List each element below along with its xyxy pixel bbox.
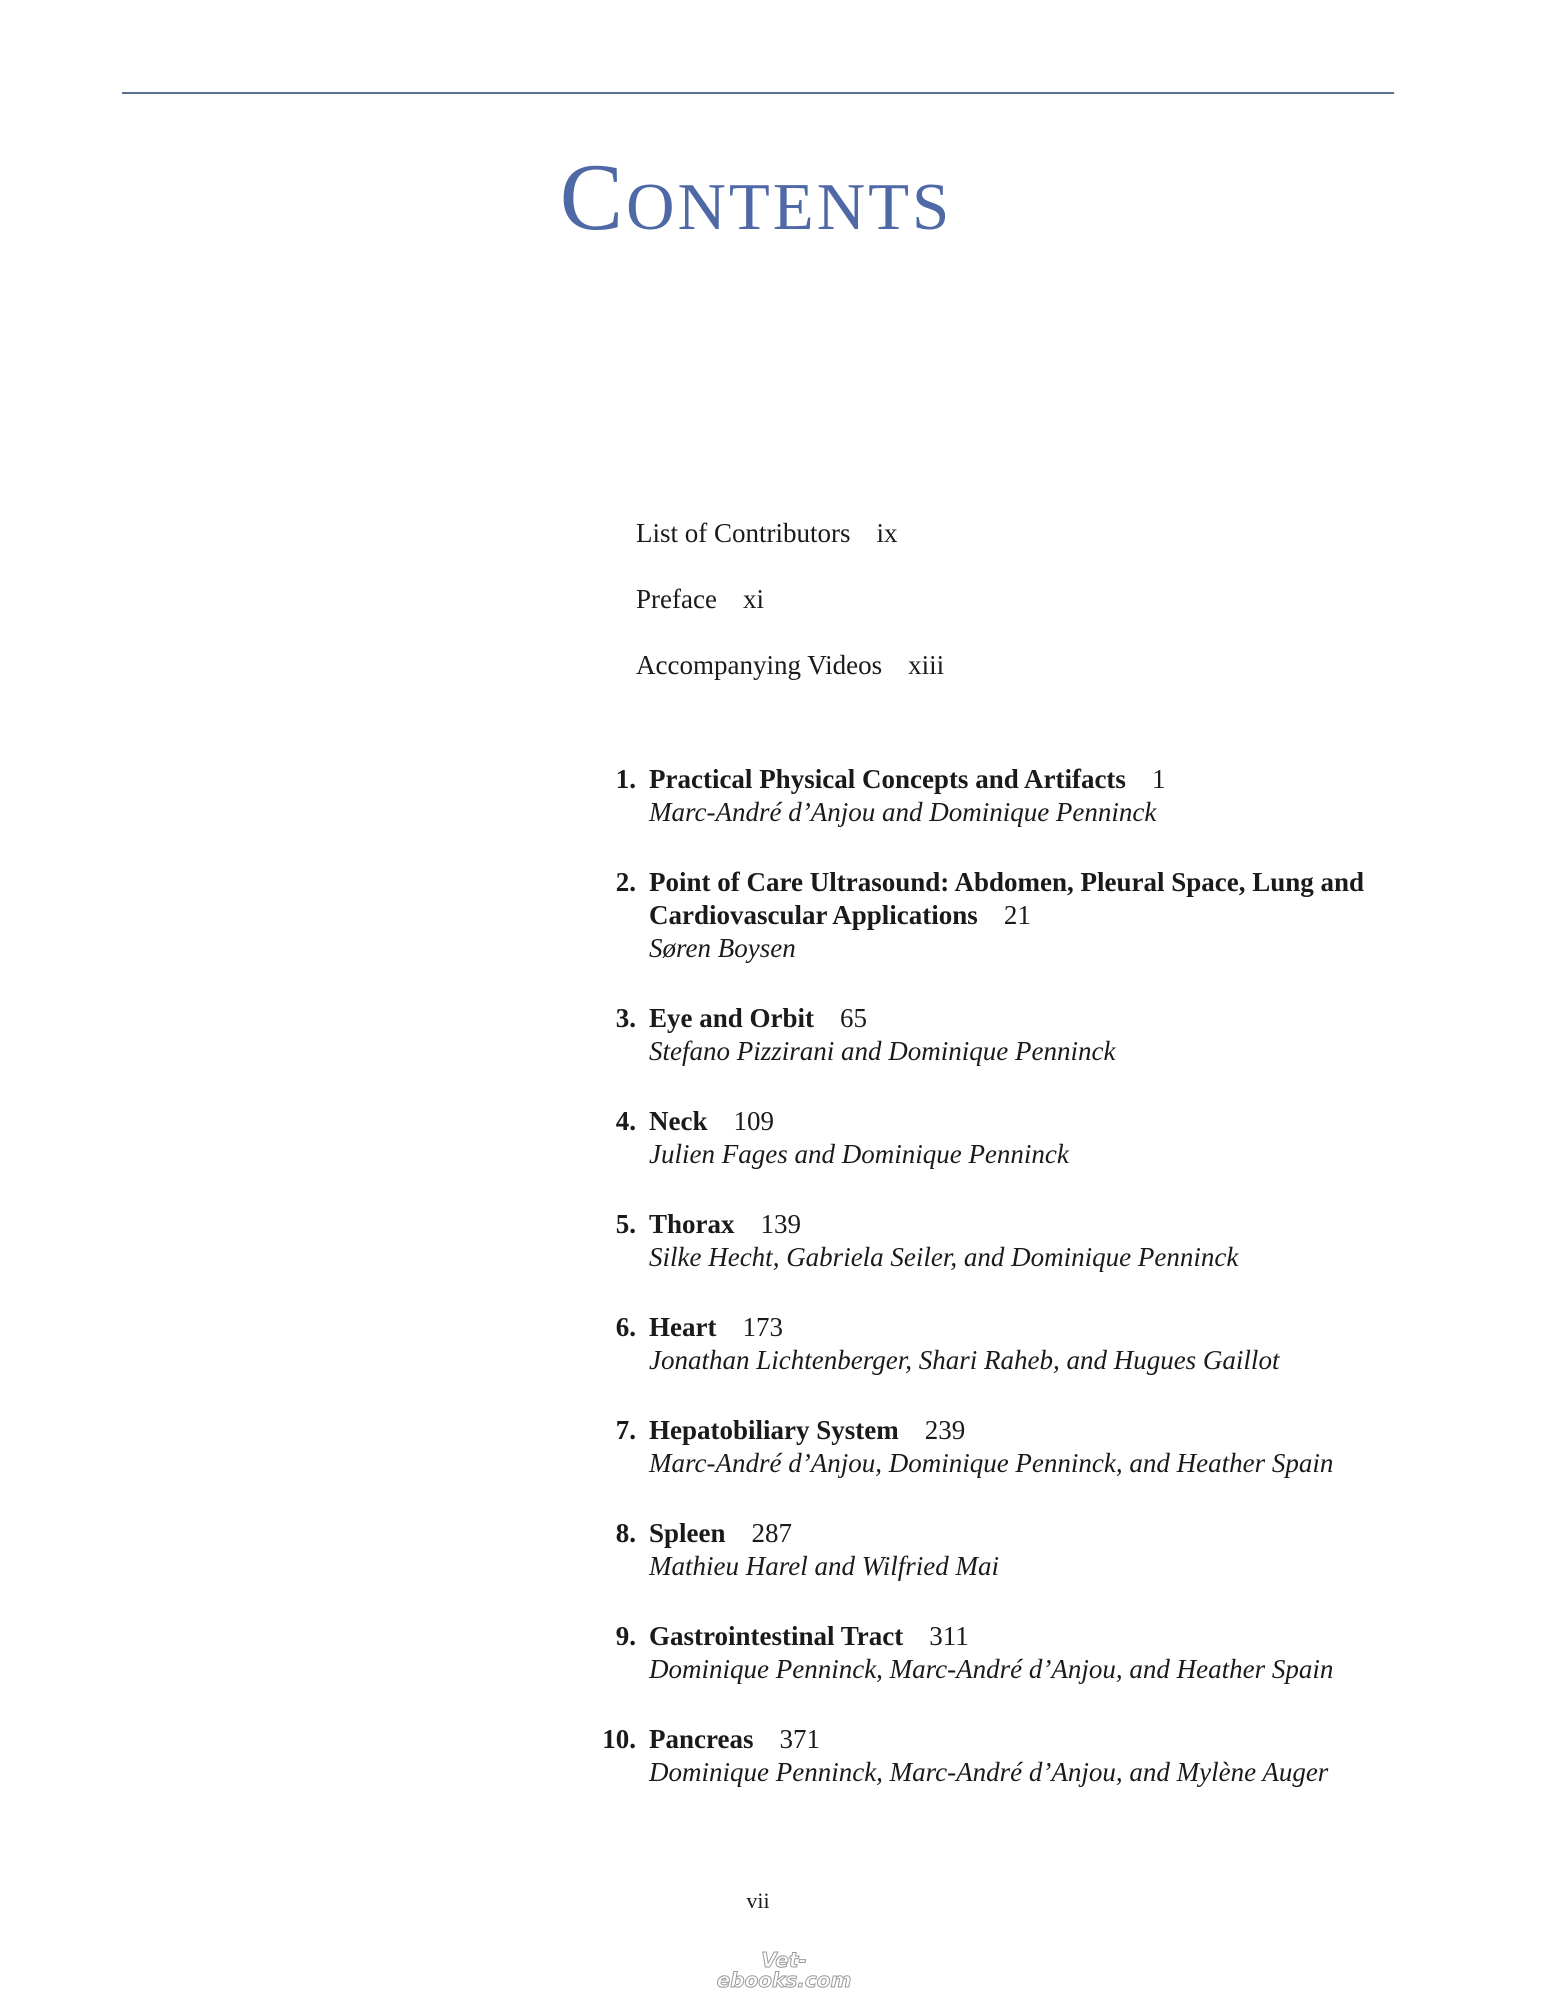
chapter-entry[interactable]	[580, 1414, 1400, 1480]
top-rule	[122, 92, 1394, 94]
chapter-authors: Søren Boysen	[649, 933, 796, 963]
front-matter-item[interactable]	[636, 520, 1336, 547]
chapter-page: 371	[779, 1724, 820, 1754]
chapter-page: 173	[742, 1312, 783, 1342]
chapter-authors: Dominique Penninck, Marc-André d’Anjou, and Mylène Auger	[649, 1757, 1329, 1787]
front-matter-page: xiii	[908, 650, 945, 680]
chapter-authors: Dominique Penninck, Marc-André d’Anjou, and Heather Spain	[649, 1654, 1334, 1684]
chapter-page: 21	[1003, 900, 1031, 930]
chapter-page: 109	[733, 1106, 774, 1136]
chapter-number: 5.	[615, 1209, 636, 1239]
chapter-title: Practical Physical Concepts and Artifacts	[649, 764, 1126, 794]
chapter-page: 239	[924, 1415, 966, 1445]
chapter-number: 6.	[615, 1312, 636, 1342]
chapter-authors: Stefano Pizzirani and Dominique Penninck	[649, 1036, 1116, 1066]
watermark-logo: Vet-ebooks.com	[716, 1948, 852, 1992]
chapter-number: 8.	[615, 1518, 636, 1548]
chapter-page: 65	[840, 1003, 868, 1033]
chapter-title: Point of Care Ultrasound: Abdomen, Pleural Space, Lung and Cardiovascular Applications	[649, 867, 1365, 930]
front-matter-page: xi	[742, 584, 764, 614]
chapter-entry[interactable]	[580, 763, 1400, 829]
front-matter-label: List of Contributors	[636, 518, 851, 548]
page-number: vii	[746, 1888, 770, 1913]
chapter-entry[interactable]	[580, 866, 1400, 965]
chapter-authors: Marc-André d’Anjou and Dominique Penninck	[649, 797, 1157, 827]
chapter-number: 7.	[615, 1415, 636, 1445]
chapter-entry[interactable]	[580, 1620, 1400, 1686]
chapter-number: 3.	[615, 1003, 636, 1033]
chapter-title: Spleen	[649, 1518, 726, 1548]
chapter-number: 4.	[615, 1106, 636, 1136]
chapter-number: 10.	[602, 1724, 636, 1754]
chapter-number: 9.	[615, 1621, 636, 1651]
chapter-page: 1	[1151, 764, 1166, 794]
chapter-authors: Silke Hecht, Gabriela Seiler, and Dominique Penninck	[649, 1242, 1239, 1272]
front-matter-list	[636, 520, 1336, 718]
chapter-entry[interactable]	[580, 1002, 1400, 1068]
chapter-title: Heart	[649, 1312, 717, 1342]
chapter-title: Gastrointestinal Tract	[649, 1621, 904, 1651]
chapter-entry[interactable]	[580, 1517, 1400, 1583]
chapter-authors: Julien Fages and Dominique Penninck	[649, 1139, 1069, 1169]
chapter-title: Eye and Orbit	[649, 1003, 815, 1033]
front-matter-item[interactable]	[636, 586, 1336, 613]
front-matter-item[interactable]	[636, 652, 1336, 679]
page-title: Contents	[559, 144, 953, 250]
chapter-entry[interactable]	[580, 1105, 1400, 1171]
chapter-list	[580, 763, 1400, 1826]
chapter-title: Hepatobiliary System	[649, 1415, 899, 1445]
chapter-title: Pancreas	[649, 1724, 754, 1754]
front-matter-label: Preface	[636, 584, 717, 614]
chapter-entry[interactable]	[580, 1311, 1400, 1377]
chapter-page: 139	[760, 1209, 802, 1239]
chapter-number: 2.	[615, 867, 636, 897]
chapter-entry[interactable]	[580, 1208, 1400, 1274]
front-matter-label: Accompanying Videos	[636, 650, 883, 680]
chapter-title: Thorax	[649, 1209, 735, 1239]
chapter-authors: Jonathan Lichtenberger, Shari Raheb, and Hugues Gaillot	[649, 1345, 1280, 1375]
chapter-entry[interactable]	[580, 1723, 1400, 1789]
chapter-number: 1.	[615, 764, 636, 794]
front-matter-page: ix	[876, 518, 898, 548]
chapter-page: 311	[929, 1621, 969, 1651]
chapter-page: 287	[751, 1518, 793, 1548]
chapter-authors: Mathieu Harel and Wilfried Mai	[649, 1551, 999, 1581]
chapter-authors: Marc-André d’Anjou, Dominique Penninck, and Heather Spain	[649, 1448, 1334, 1478]
chapter-title: Neck	[649, 1106, 708, 1136]
